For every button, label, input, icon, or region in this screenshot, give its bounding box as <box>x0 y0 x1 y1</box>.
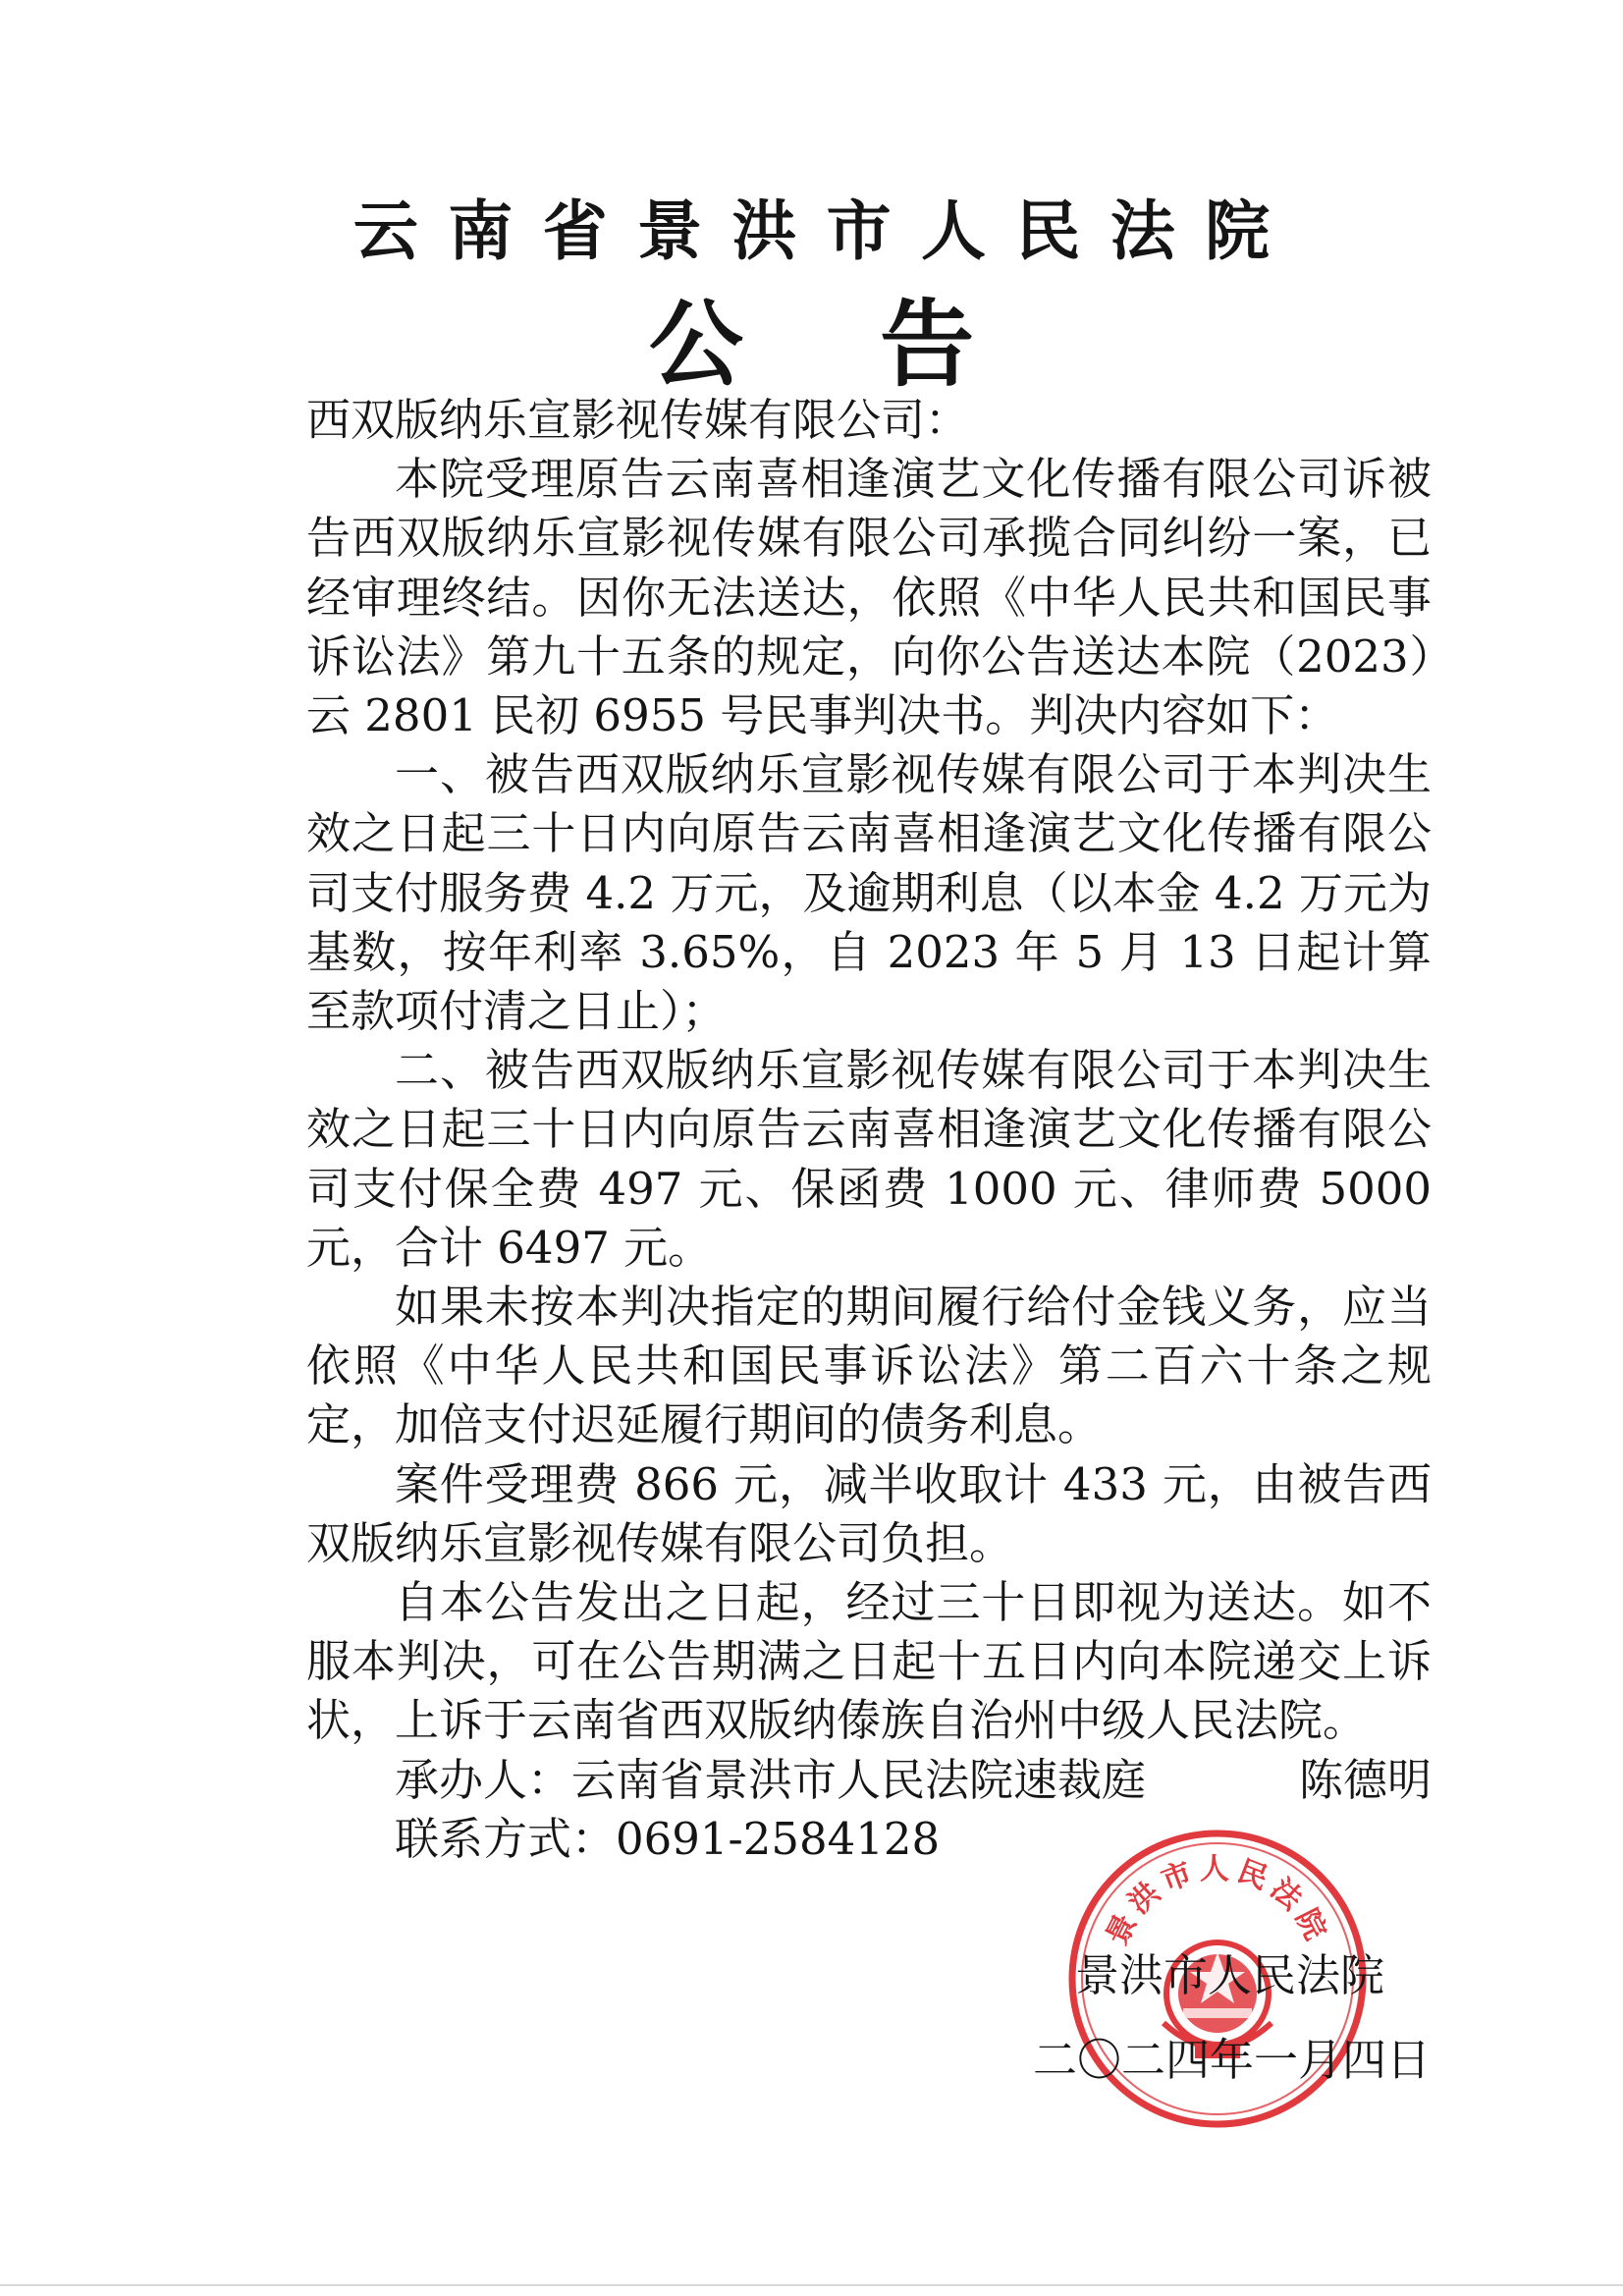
seal-arc-text <box>1100 1852 1334 1950</box>
judgment-item-2: 二、被告西双版纳乐宣影视传媒有限公司于本判决生效之日起三十日内向原告云南喜相逢演艺文化传播有限公司支付保全费 497 元、保函费 1000 元、律师费 5000 元，合计 6497 元。 <box>306 1044 1432 1274</box>
appeal-paragraph: 自本公告发出之日起，经过三十日即视为送达。如不服本判决，可在公告期满之日起十五日内向本院递交上诉状，上诉于云南省西双版纳傣族自治州中级人民法院。 <box>306 1576 1432 1747</box>
obligation-paragraph: 如果未按本判决指定的期间履行给付金钱义务，应当依照《中华人民共和国民事诉讼法》第二百六十条之规定，加倍支付迟延履行期间的债务利息。 <box>306 1281 1432 1451</box>
judgment-item-1: 一、被告西双版纳乐宣影视传媒有限公司于本判决生效之日起三十日内向原告云南喜相逢演艺文化传播有限公司支付服务费 4.2 万元，及逾期利息（以本金 4.2 万元为基数，按年利率 3.65%，自 2023 年 5 月 13 日起计算至款项付清之日止）； <box>306 748 1432 1038</box>
handler-label: 承办人：云南省景洪市人民法院速裁庭 <box>395 1753 1147 1806</box>
signature-court: 景洪市人民法院 <box>1074 1949 1384 2001</box>
fee-paragraph: 案件受理费 866 元，减半收取计 433 元，由被告西双版纳乐宣影视传媒有限公司负担。 <box>306 1457 1432 1569</box>
notice-heading: 公告 <box>648 290 1111 400</box>
seal-arc-textpath: 景洪市人民法院 <box>1100 1851 1335 1951</box>
court-name-heading: 云南省景洪市人民法院 <box>352 193 1300 269</box>
handler-line <box>306 1751 1432 1810</box>
intro-paragraph: 本院受理原告云南喜相逢演艺文化传播有限公司诉被告西双版纳乐宣影视传媒有限公司承揽合同纠纷一案，已经审理终结。因你无法送达，依照《中华人民共和国民事诉讼法》第九十五条的规定，向你公告送达本院（2023）云 2801 民初 6955 号民事判决书。判决内容如下： <box>306 453 1432 742</box>
contact-line: 联系方式：0691-2584128 <box>395 1812 941 1865</box>
addressee: 西双版纳乐宣影视传媒有限公司： <box>306 394 970 446</box>
handler-name: 陈德明 <box>1298 1753 1432 1806</box>
signature-date: 二〇二四年一月四日 <box>1032 2034 1431 2086</box>
page-bottom-rule <box>0 2284 1623 2286</box>
notice-body <box>306 391 1432 1869</box>
